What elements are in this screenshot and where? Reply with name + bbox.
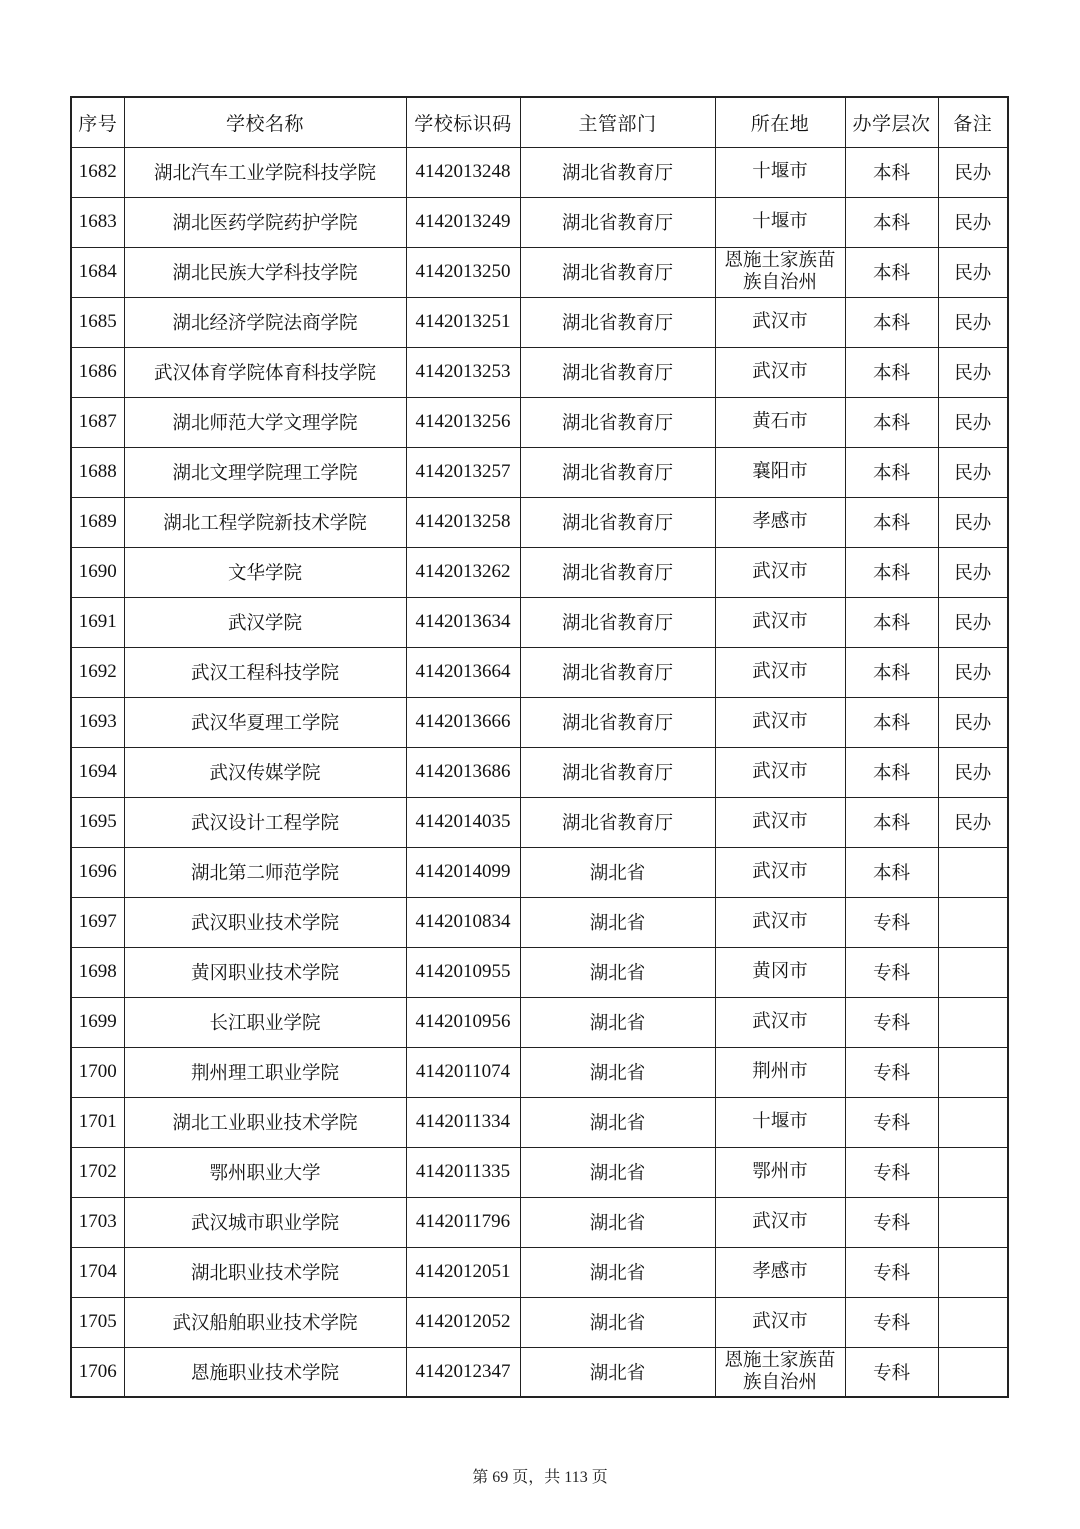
cell-location: 武汉市 bbox=[715, 1297, 845, 1347]
cell-department: 湖北省教育厅 bbox=[520, 447, 715, 497]
cell-department: 湖北省 bbox=[520, 1247, 715, 1297]
cell-department: 湖北省 bbox=[520, 947, 715, 997]
table-row bbox=[71, 897, 1008, 947]
cell-note bbox=[938, 1197, 1008, 1247]
cell-serial: 1696 bbox=[71, 847, 124, 897]
cell-note: 民办 bbox=[938, 697, 1008, 747]
cell-note bbox=[938, 847, 1008, 897]
cell-note: 民办 bbox=[938, 147, 1008, 197]
cell-school-code: 4142013248 bbox=[406, 147, 520, 197]
cell-school-code: 4142013258 bbox=[406, 497, 520, 547]
cell-level: 本科 bbox=[845, 447, 938, 497]
table-row bbox=[71, 747, 1008, 797]
cell-school-code: 4142013249 bbox=[406, 197, 520, 247]
cell-serial: 1701 bbox=[71, 1097, 124, 1147]
header-school-name: 学校名称 bbox=[124, 97, 406, 147]
cell-department: 湖北省 bbox=[520, 1347, 715, 1397]
table-row bbox=[71, 647, 1008, 697]
cell-location: 武汉市 bbox=[715, 547, 845, 597]
cell-level: 本科 bbox=[845, 697, 938, 747]
cell-school-code: 4142010955 bbox=[406, 947, 520, 997]
cell-school-code: 4142013686 bbox=[406, 747, 520, 797]
cell-location: 襄阳市 bbox=[715, 447, 845, 497]
cell-serial: 1704 bbox=[71, 1247, 124, 1297]
table-row bbox=[71, 1297, 1008, 1347]
cell-school-name: 湖北医药学院药护学院 bbox=[124, 197, 406, 247]
cell-level: 专科 bbox=[845, 1147, 938, 1197]
cell-school-name: 荆州理工职业学院 bbox=[124, 1047, 406, 1097]
header-location: 所在地 bbox=[715, 97, 845, 147]
cell-school-code: 4142013251 bbox=[406, 297, 520, 347]
cell-level: 本科 bbox=[845, 297, 938, 347]
cell-note bbox=[938, 1097, 1008, 1147]
cell-serial: 1684 bbox=[71, 247, 124, 297]
cell-school-name: 恩施职业技术学院 bbox=[124, 1347, 406, 1397]
table-row bbox=[71, 1047, 1008, 1097]
table-row bbox=[71, 597, 1008, 647]
cell-school-code: 4142013262 bbox=[406, 547, 520, 597]
cell-note: 民办 bbox=[938, 297, 1008, 347]
table-header-row bbox=[71, 97, 1008, 147]
cell-level: 专科 bbox=[845, 1347, 938, 1397]
cell-location: 武汉市 bbox=[715, 697, 845, 747]
cell-serial: 1695 bbox=[71, 797, 124, 847]
cell-department: 湖北省 bbox=[520, 1097, 715, 1147]
cell-level: 本科 bbox=[845, 847, 938, 897]
cell-school-code: 4142014035 bbox=[406, 797, 520, 847]
cell-location: 恩施土家族苗族自治州 bbox=[715, 1347, 845, 1397]
cell-location: 十堰市 bbox=[715, 1097, 845, 1147]
cell-serial: 1700 bbox=[71, 1047, 124, 1097]
cell-serial: 1699 bbox=[71, 997, 124, 1047]
cell-school-code: 4142013664 bbox=[406, 647, 520, 697]
cell-department: 湖北省教育厅 bbox=[520, 147, 715, 197]
cell-department: 湖北省教育厅 bbox=[520, 297, 715, 347]
cell-serial: 1698 bbox=[71, 947, 124, 997]
cell-level: 本科 bbox=[845, 597, 938, 647]
table-row bbox=[71, 1197, 1008, 1247]
cell-serial: 1686 bbox=[71, 347, 124, 397]
cell-note: 民办 bbox=[938, 597, 1008, 647]
cell-serial: 1685 bbox=[71, 297, 124, 347]
table-row bbox=[71, 697, 1008, 747]
cell-school-code: 4142013253 bbox=[406, 347, 520, 397]
cell-note: 民办 bbox=[938, 497, 1008, 547]
cell-serial: 1690 bbox=[71, 547, 124, 597]
cell-serial: 1706 bbox=[71, 1347, 124, 1397]
cell-location: 十堰市 bbox=[715, 197, 845, 247]
cell-level: 专科 bbox=[845, 897, 938, 947]
cell-note: 民办 bbox=[938, 197, 1008, 247]
cell-serial: 1683 bbox=[71, 197, 124, 247]
cell-department: 湖北省 bbox=[520, 1197, 715, 1247]
cell-school-name: 湖北文理学院理工学院 bbox=[124, 447, 406, 497]
table-row bbox=[71, 447, 1008, 497]
cell-location: 鄂州市 bbox=[715, 1147, 845, 1197]
cell-school-name: 武汉职业技术学院 bbox=[124, 897, 406, 947]
cell-department: 湖北省教育厅 bbox=[520, 547, 715, 597]
cell-school-code: 4142013256 bbox=[406, 397, 520, 447]
cell-school-name: 武汉学院 bbox=[124, 597, 406, 647]
cell-note bbox=[938, 1247, 1008, 1297]
cell-location: 武汉市 bbox=[715, 797, 845, 847]
cell-location: 恩施土家族苗族自治州 bbox=[715, 247, 845, 297]
cell-department: 湖北省教育厅 bbox=[520, 247, 715, 297]
table-row bbox=[71, 397, 1008, 447]
cell-school-code: 4142014099 bbox=[406, 847, 520, 897]
cell-level: 本科 bbox=[845, 147, 938, 197]
table-row bbox=[71, 947, 1008, 997]
cell-location: 武汉市 bbox=[715, 647, 845, 697]
table-row bbox=[71, 797, 1008, 847]
cell-note bbox=[938, 897, 1008, 947]
cell-department: 湖北省 bbox=[520, 1147, 715, 1197]
cell-location: 孝感市 bbox=[715, 497, 845, 547]
cell-level: 本科 bbox=[845, 197, 938, 247]
table-row bbox=[71, 997, 1008, 1047]
cell-level: 本科 bbox=[845, 547, 938, 597]
cell-department: 湖北省 bbox=[520, 897, 715, 947]
cell-school-code: 4142010834 bbox=[406, 897, 520, 947]
cell-level: 本科 bbox=[845, 797, 938, 847]
cell-location: 十堰市 bbox=[715, 147, 845, 197]
cell-serial: 1705 bbox=[71, 1297, 124, 1347]
header-department: 主管部门 bbox=[520, 97, 715, 147]
cell-note: 民办 bbox=[938, 547, 1008, 597]
cell-level: 专科 bbox=[845, 1097, 938, 1147]
cell-note: 民办 bbox=[938, 247, 1008, 297]
cell-school-name: 武汉城市职业学院 bbox=[124, 1197, 406, 1247]
cell-department: 湖北省教育厅 bbox=[520, 347, 715, 397]
table-body bbox=[71, 147, 1008, 1397]
cell-level: 专科 bbox=[845, 1297, 938, 1347]
cell-level: 专科 bbox=[845, 947, 938, 997]
cell-level: 本科 bbox=[845, 497, 938, 547]
table-row bbox=[71, 1147, 1008, 1197]
cell-school-name: 武汉设计工程学院 bbox=[124, 797, 406, 847]
cell-location: 孝感市 bbox=[715, 1247, 845, 1297]
cell-level: 专科 bbox=[845, 1047, 938, 1097]
header-serial: 序号 bbox=[71, 97, 124, 147]
cell-school-code: 4142013634 bbox=[406, 597, 520, 647]
cell-note: 民办 bbox=[938, 397, 1008, 447]
cell-serial: 1689 bbox=[71, 497, 124, 547]
table-row bbox=[71, 1347, 1008, 1397]
cell-school-name: 湖北汽车工业学院科技学院 bbox=[124, 147, 406, 197]
cell-school-code: 4142012051 bbox=[406, 1247, 520, 1297]
cell-school-name: 武汉传媒学院 bbox=[124, 747, 406, 797]
cell-school-code: 4142012347 bbox=[406, 1347, 520, 1397]
cell-location: 荆州市 bbox=[715, 1047, 845, 1097]
cell-serial: 1703 bbox=[71, 1197, 124, 1247]
cell-department: 湖北省 bbox=[520, 1297, 715, 1347]
cell-department: 湖北省教育厅 bbox=[520, 747, 715, 797]
cell-department: 湖北省教育厅 bbox=[520, 647, 715, 697]
cell-school-name: 鄂州职业大学 bbox=[124, 1147, 406, 1197]
cell-school-name: 黄冈职业技术学院 bbox=[124, 947, 406, 997]
page-footer: 第 69 页，共 113 页 bbox=[472, 1469, 608, 1486]
cell-location: 武汉市 bbox=[715, 297, 845, 347]
cell-note bbox=[938, 947, 1008, 997]
cell-department: 湖北省教育厅 bbox=[520, 197, 715, 247]
cell-school-name: 湖北民族大学科技学院 bbox=[124, 247, 406, 297]
table-row bbox=[71, 297, 1008, 347]
cell-school-name: 武汉体育学院体育科技学院 bbox=[124, 347, 406, 397]
cell-school-name: 湖北工业职业技术学院 bbox=[124, 1097, 406, 1147]
cell-school-name: 湖北工程学院新技术学院 bbox=[124, 497, 406, 547]
cell-location: 武汉市 bbox=[715, 347, 845, 397]
cell-serial: 1691 bbox=[71, 597, 124, 647]
cell-note: 民办 bbox=[938, 797, 1008, 847]
cell-school-name: 长江职业学院 bbox=[124, 997, 406, 1047]
cell-department: 湖北省教育厅 bbox=[520, 497, 715, 547]
cell-school-name: 武汉船舶职业技术学院 bbox=[124, 1297, 406, 1347]
cell-serial: 1682 bbox=[71, 147, 124, 197]
cell-note bbox=[938, 1347, 1008, 1397]
cell-note: 民办 bbox=[938, 447, 1008, 497]
cell-serial: 1702 bbox=[71, 1147, 124, 1197]
cell-department: 湖北省 bbox=[520, 1047, 715, 1097]
table-row bbox=[71, 1247, 1008, 1297]
cell-level: 专科 bbox=[845, 1247, 938, 1297]
cell-serial: 1697 bbox=[71, 897, 124, 947]
table-row bbox=[71, 347, 1008, 397]
cell-school-code: 4142013257 bbox=[406, 447, 520, 497]
cell-school-code: 4142013666 bbox=[406, 697, 520, 747]
cell-department: 湖北省教育厅 bbox=[520, 397, 715, 447]
cell-department: 湖北省 bbox=[520, 997, 715, 1047]
cell-school-name: 文华学院 bbox=[124, 547, 406, 597]
cell-level: 本科 bbox=[845, 397, 938, 447]
cell-serial: 1687 bbox=[71, 397, 124, 447]
cell-school-name: 湖北经济学院法商学院 bbox=[124, 297, 406, 347]
header-level: 办学层次 bbox=[845, 97, 938, 147]
header-school-code: 学校标识码 bbox=[406, 97, 520, 147]
cell-level: 本科 bbox=[845, 347, 938, 397]
cell-note bbox=[938, 1147, 1008, 1197]
cell-serial: 1692 bbox=[71, 647, 124, 697]
cell-location: 武汉市 bbox=[715, 897, 845, 947]
cell-school-name: 湖北第二师范学院 bbox=[124, 847, 406, 897]
cell-department: 湖北省 bbox=[520, 847, 715, 897]
cell-department: 湖北省教育厅 bbox=[520, 697, 715, 747]
table-row bbox=[71, 247, 1008, 297]
cell-location: 武汉市 bbox=[715, 997, 845, 1047]
cell-school-name: 武汉工程科技学院 bbox=[124, 647, 406, 697]
table-row bbox=[71, 147, 1008, 197]
cell-note bbox=[938, 1297, 1008, 1347]
cell-school-code: 4142011334 bbox=[406, 1097, 520, 1147]
cell-serial: 1694 bbox=[71, 747, 124, 797]
cell-school-code: 4142013250 bbox=[406, 247, 520, 297]
cell-school-name: 湖北师范大学文理学院 bbox=[124, 397, 406, 447]
cell-school-code: 4142011796 bbox=[406, 1197, 520, 1247]
cell-serial: 1688 bbox=[71, 447, 124, 497]
cell-note: 民办 bbox=[938, 347, 1008, 397]
cell-level: 专科 bbox=[845, 997, 938, 1047]
cell-department: 湖北省教育厅 bbox=[520, 597, 715, 647]
cell-location: 武汉市 bbox=[715, 597, 845, 647]
cell-note: 民办 bbox=[938, 747, 1008, 797]
cell-school-name: 湖北职业技术学院 bbox=[124, 1247, 406, 1297]
table-row bbox=[71, 1097, 1008, 1147]
cell-note bbox=[938, 1047, 1008, 1097]
cell-level: 本科 bbox=[845, 647, 938, 697]
cell-school-code: 4142012052 bbox=[406, 1297, 520, 1347]
cell-school-code: 4142011335 bbox=[406, 1147, 520, 1197]
cell-location: 武汉市 bbox=[715, 1197, 845, 1247]
cell-level: 专科 bbox=[845, 1197, 938, 1247]
table-row bbox=[71, 197, 1008, 247]
cell-location: 武汉市 bbox=[715, 747, 845, 797]
schools-table bbox=[70, 96, 1009, 1398]
cell-school-code: 4142010956 bbox=[406, 997, 520, 1047]
cell-location: 黄冈市 bbox=[715, 947, 845, 997]
table-row bbox=[71, 847, 1008, 897]
cell-note: 民办 bbox=[938, 647, 1008, 697]
cell-location: 黄石市 bbox=[715, 397, 845, 447]
cell-note bbox=[938, 997, 1008, 1047]
cell-serial: 1693 bbox=[71, 697, 124, 747]
header-note: 备注 bbox=[938, 97, 1008, 147]
cell-level: 本科 bbox=[845, 747, 938, 797]
cell-school-code: 4142011074 bbox=[406, 1047, 520, 1097]
cell-department: 湖北省教育厅 bbox=[520, 797, 715, 847]
cell-school-name: 武汉华夏理工学院 bbox=[124, 697, 406, 747]
table-row bbox=[71, 547, 1008, 597]
cell-level: 本科 bbox=[845, 247, 938, 297]
cell-location: 武汉市 bbox=[715, 847, 845, 897]
table-row bbox=[71, 497, 1008, 547]
